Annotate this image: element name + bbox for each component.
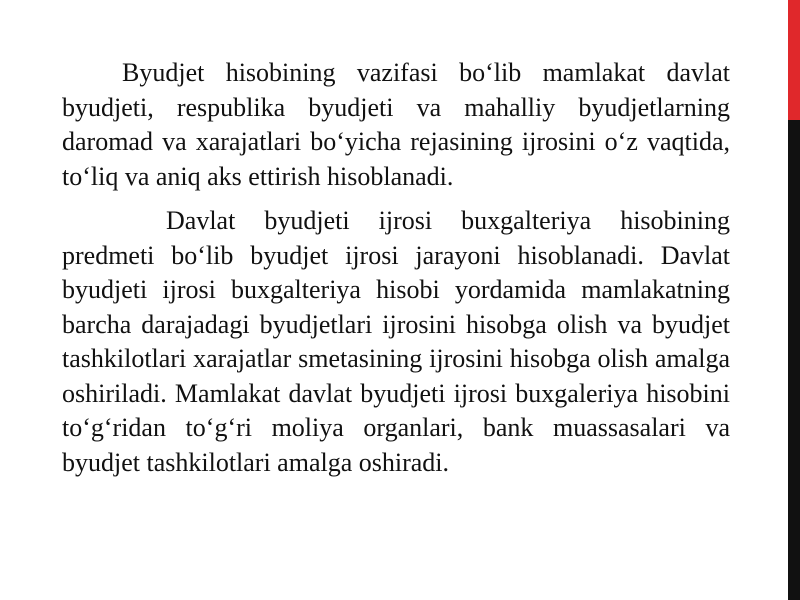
slide-text-body [62,56,730,480]
accent-bar-red [788,0,800,120]
paragraph-budget-execution-accounting: Davlat byudjeti ijrosi buxgalteriya hisobining predmeti bo‘lib byudjet ijrosi jarayoni hisoblanadi. Davlat byudjeti ijrosi buxgalteriya hisobi yordamida mamlakatning barcha darajadagi byudjetlari ijrosini hisobga olish va byudjet tashkilotlari xarajatlar smetasining ijrosini hisobga olish amalga oshiriladi. Mamlakat davlat byudjeti ijrosi buxgaleriya hisobini to‘g‘ridan to‘g‘ri moliya organlari, bank muassasalari va byudjet tashkilotlari amalga oshiradi. [62,206,730,477]
paragraph-budget-accounting-task: Byudjet hisobining vazifasi bo‘lib mamlakat davlat byudjeti, respublika byudjeti va mahalliy byudjetlarning daromad va xarajatlari bo‘yicha rejasining ijrosini o‘z vaqtida, to‘liq va aniq aks ettirish hisoblanadi. [62,58,730,191]
accent-bar-black [788,120,800,600]
